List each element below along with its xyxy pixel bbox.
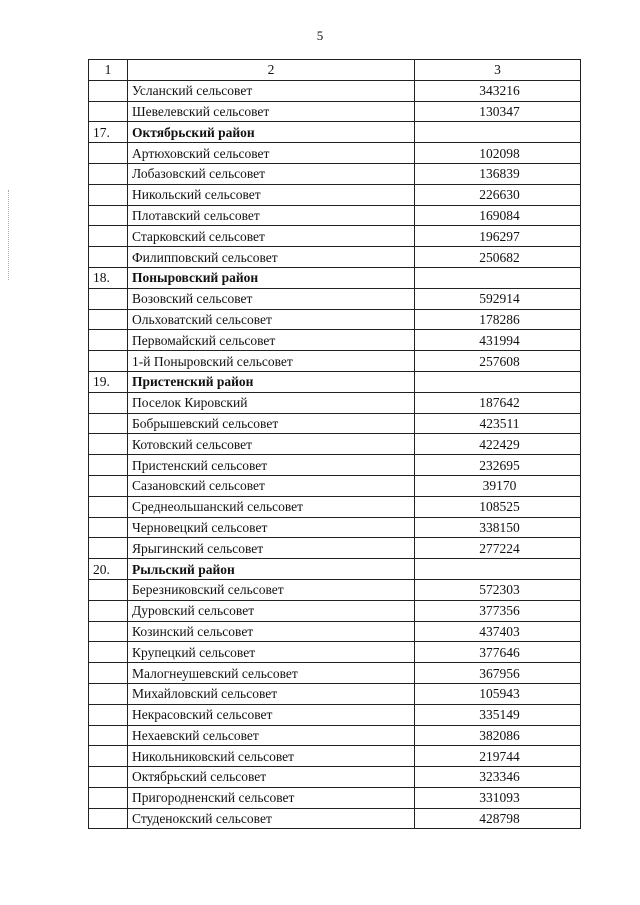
value-cell: 343216 (415, 80, 581, 101)
table-row (89, 330, 581, 351)
table-row (89, 621, 581, 642)
name-cell: Пригородненский сельсовет (128, 787, 415, 808)
row-number-cell: 18. (89, 267, 128, 288)
row-number-cell (89, 330, 128, 351)
row-number-cell (89, 392, 128, 413)
value-cell: 437403 (415, 621, 581, 642)
row-number-cell (89, 475, 128, 496)
value-cell: 431994 (415, 330, 581, 351)
value-cell: 178286 (415, 309, 581, 330)
name-cell: Филипповский сельсовет (128, 247, 415, 268)
value-cell: 130347 (415, 101, 581, 122)
table-row (89, 434, 581, 455)
value-cell: 331093 (415, 787, 581, 808)
district-row (89, 122, 581, 143)
name-cell: Дуровский сельсовет (128, 600, 415, 621)
district-row (89, 267, 581, 288)
value-cell (415, 267, 581, 288)
name-cell: Черновецкий сельсовет (128, 517, 415, 538)
name-cell: Крупецкий сельсовет (128, 642, 415, 663)
value-cell: 102098 (415, 143, 581, 164)
name-cell: Лобазовский сельсовет (128, 163, 415, 184)
table-body (89, 60, 581, 829)
table-row (89, 600, 581, 621)
table-row (89, 642, 581, 663)
name-cell: 1-й Поныровский сельсовет (128, 351, 415, 372)
row-number-cell (89, 247, 128, 268)
name-cell: Студенокский сельсовет (128, 808, 415, 829)
table-row (89, 351, 581, 372)
row-number-cell (89, 309, 128, 330)
name-cell: Ярыгинский сельсовет (128, 538, 415, 559)
value-cell: 196297 (415, 226, 581, 247)
row-number-cell (89, 80, 128, 101)
value-cell: 335149 (415, 704, 581, 725)
name-cell: Первомайский сельсовет (128, 330, 415, 351)
table-row (89, 579, 581, 600)
name-cell: Поныровский район (128, 267, 415, 288)
row-number-cell (89, 787, 128, 808)
row-number-cell: 19. (89, 371, 128, 392)
value-cell: 187642 (415, 392, 581, 413)
table-row (89, 663, 581, 684)
value-cell: 428798 (415, 808, 581, 829)
name-cell: Бобрышевский сельсовет (128, 413, 415, 434)
page-number: 5 (316, 28, 324, 43)
table-row (89, 496, 581, 517)
row-number-cell (89, 184, 128, 205)
row-number-cell (89, 517, 128, 538)
value-cell: 232695 (415, 455, 581, 476)
name-cell: Ольховатский сельсовет (128, 309, 415, 330)
value-cell (415, 559, 581, 580)
row-number-cell (89, 600, 128, 621)
name-cell: Березниковский сельсовет (128, 579, 415, 600)
name-cell: Старковский сельсовет (128, 226, 415, 247)
value-cell: 592914 (415, 288, 581, 309)
table-row (89, 80, 581, 101)
header-col-3: 3 (415, 60, 581, 81)
table-row (89, 101, 581, 122)
table-row (89, 725, 581, 746)
name-cell: Октябрьский сельсовет (128, 767, 415, 788)
row-number-cell (89, 704, 128, 725)
value-cell: 169084 (415, 205, 581, 226)
value-cell: 572303 (415, 579, 581, 600)
value-cell (415, 122, 581, 143)
table-row (89, 288, 581, 309)
row-number-cell (89, 434, 128, 455)
value-cell: 108525 (415, 496, 581, 517)
value-cell: 338150 (415, 517, 581, 538)
table-row (89, 767, 581, 788)
name-cell: Среднеольшанский сельсовет (128, 496, 415, 517)
name-cell: Артюховский сельсовет (128, 143, 415, 164)
value-cell: 377646 (415, 642, 581, 663)
name-cell: Пристенский сельсовет (128, 455, 415, 476)
value-cell: 219744 (415, 746, 581, 767)
name-cell: Нехаевский сельсовет (128, 725, 415, 746)
row-number-cell (89, 621, 128, 642)
name-cell: Рыльский район (128, 559, 415, 580)
value-cell: 382086 (415, 725, 581, 746)
table-row (89, 226, 581, 247)
row-number-cell (89, 413, 128, 434)
row-number-cell (89, 538, 128, 559)
value-cell: 39170 (415, 475, 581, 496)
header-col-1: 1 (89, 60, 128, 81)
allocation-table (88, 59, 581, 829)
name-cell: Плотавский сельсовет (128, 205, 415, 226)
table-row (89, 413, 581, 434)
row-number-cell (89, 455, 128, 476)
table-row (89, 808, 581, 829)
value-cell: 422429 (415, 434, 581, 455)
row-number-cell (89, 351, 128, 372)
value-cell: 105943 (415, 683, 581, 704)
name-cell: Котовский сельсовет (128, 434, 415, 455)
value-cell: 277224 (415, 538, 581, 559)
name-cell: Никольниковский сельсовет (128, 746, 415, 767)
table-row (89, 787, 581, 808)
table-row (89, 475, 581, 496)
value-cell: 377356 (415, 600, 581, 621)
row-number-cell (89, 746, 128, 767)
name-cell: Усланский сельсовет (128, 80, 415, 101)
name-cell: Некрасовский сельсовет (128, 704, 415, 725)
name-cell: Пристенский район (128, 371, 415, 392)
row-number-cell (89, 288, 128, 309)
name-cell: Михайловский сельсовет (128, 683, 415, 704)
table-row (89, 704, 581, 725)
table-header-row (89, 60, 581, 81)
row-number-cell (89, 808, 128, 829)
row-number-cell (89, 496, 128, 517)
row-number-cell (89, 725, 128, 746)
name-cell: Никольский сельсовет (128, 184, 415, 205)
table-row (89, 455, 581, 476)
value-cell: 323346 (415, 767, 581, 788)
table-row (89, 184, 581, 205)
value-cell: 250682 (415, 247, 581, 268)
value-cell: 423511 (415, 413, 581, 434)
row-number-cell (89, 767, 128, 788)
table-row (89, 517, 581, 538)
table-row (89, 392, 581, 413)
name-cell: Поселок Кировский (128, 392, 415, 413)
margin-scan-marks (8, 190, 11, 280)
value-cell: 257608 (415, 351, 581, 372)
name-cell: Козинский сельсовет (128, 621, 415, 642)
row-number-cell (89, 205, 128, 226)
table-row (89, 309, 581, 330)
name-cell: Октябрьский район (128, 122, 415, 143)
row-number-cell: 20. (89, 559, 128, 580)
value-cell: 136839 (415, 163, 581, 184)
row-number-cell (89, 663, 128, 684)
value-cell: 367956 (415, 663, 581, 684)
row-number-cell (89, 683, 128, 704)
table-row (89, 205, 581, 226)
name-cell: Сазановский сельсовет (128, 475, 415, 496)
district-row (89, 559, 581, 580)
district-row (89, 371, 581, 392)
header-col-2: 2 (128, 60, 415, 81)
table-row (89, 746, 581, 767)
row-number-cell (89, 226, 128, 247)
row-number-cell (89, 101, 128, 122)
value-cell: 226630 (415, 184, 581, 205)
table-row (89, 163, 581, 184)
name-cell: Шевелевский сельсовет (128, 101, 415, 122)
name-cell: Малогнеушевский сельсовет (128, 663, 415, 684)
row-number-cell (89, 143, 128, 164)
name-cell: Возовский сельсовет (128, 288, 415, 309)
row-number-cell (89, 642, 128, 663)
row-number-cell: 17. (89, 122, 128, 143)
row-number-cell (89, 579, 128, 600)
table-row (89, 247, 581, 268)
table-row (89, 683, 581, 704)
table-row (89, 143, 581, 164)
value-cell (415, 371, 581, 392)
table-row (89, 538, 581, 559)
row-number-cell (89, 163, 128, 184)
